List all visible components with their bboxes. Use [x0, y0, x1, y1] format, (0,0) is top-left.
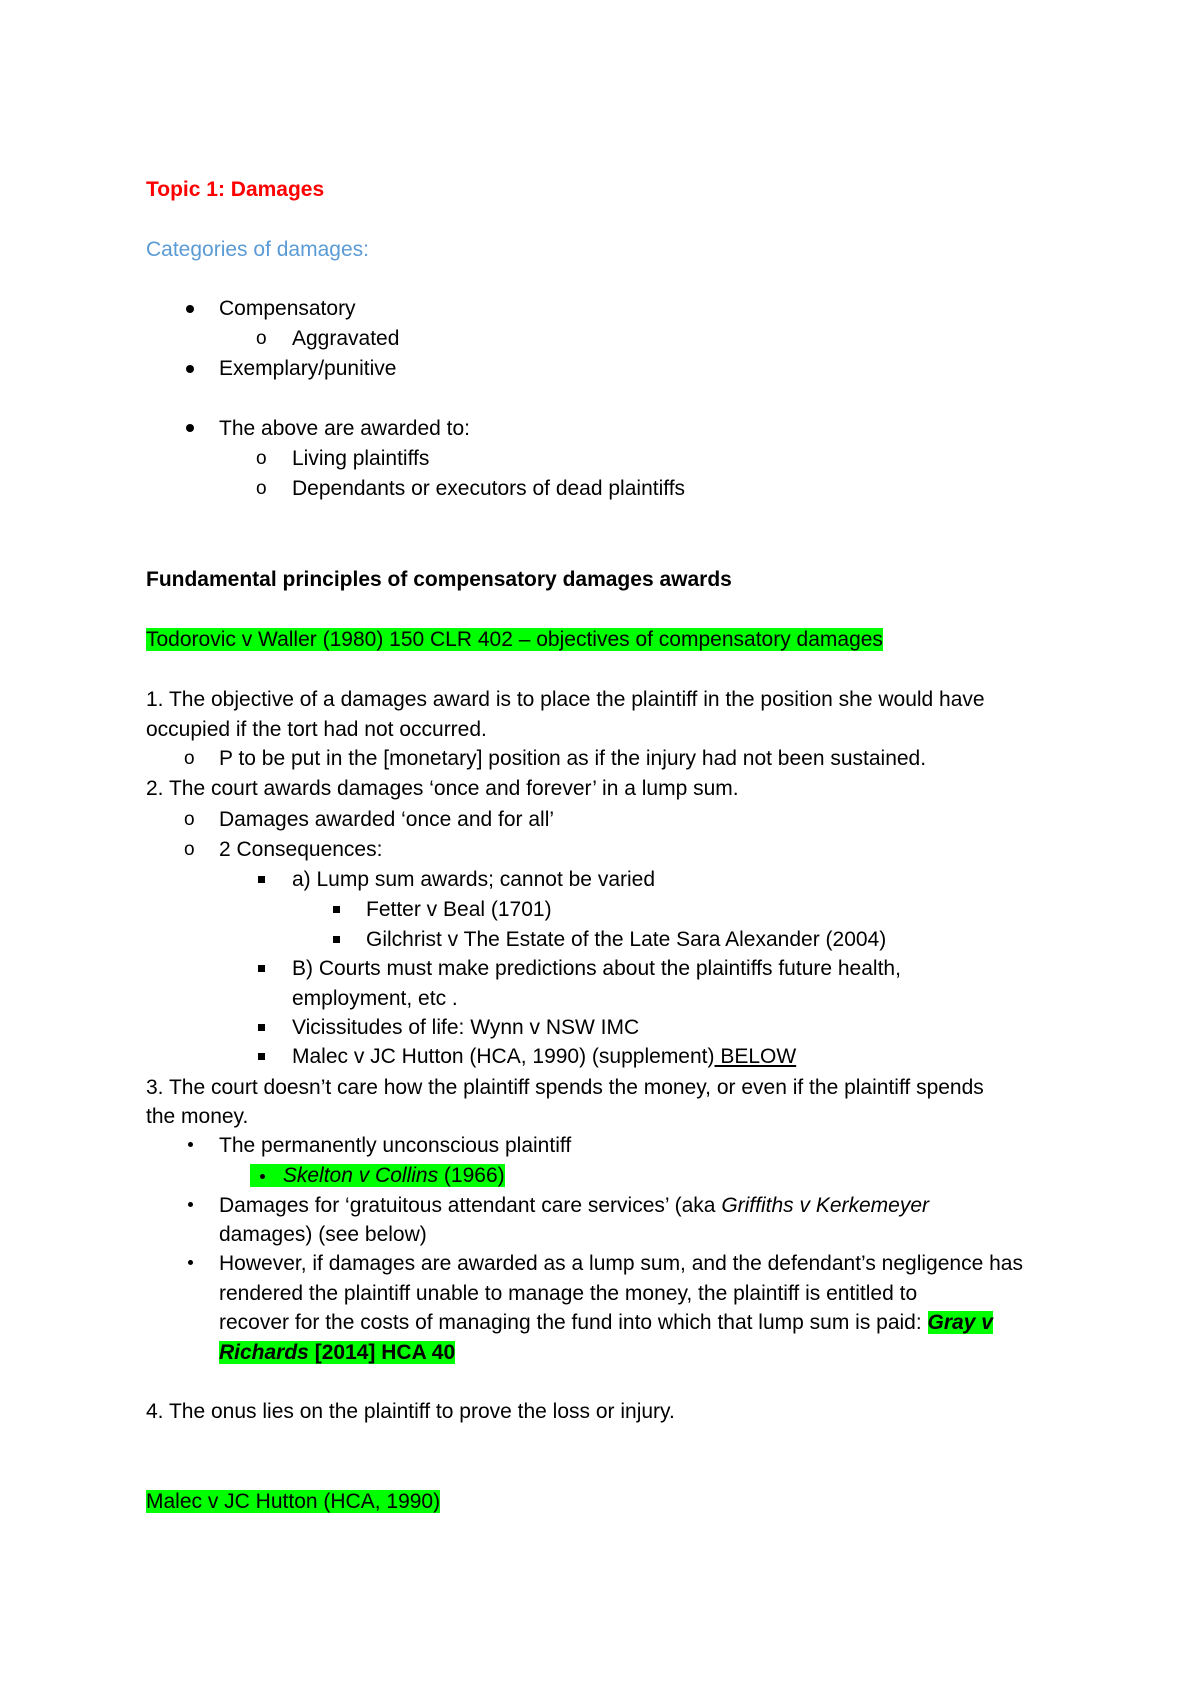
list-item — [219, 1192, 929, 1220]
bullet-square-icon — [333, 906, 340, 913]
section-title: Fundamental principles of compensatory damages awards — [146, 568, 732, 591]
bullet-dot-icon — [188, 1142, 193, 1147]
principle-2: 2. The court awards damages ‘once and forever’ in a lump sum. — [146, 777, 739, 800]
case-heading — [146, 626, 883, 654]
list-item: Fetter v Beal (1701) — [366, 898, 552, 921]
list-item: Aggravated — [292, 327, 400, 350]
list-item-continued: rendered the plaintiff unable to manage the money, the plaintiff is entitled to — [219, 1282, 918, 1305]
list-item: Dependants or executors of dead plaintiffs — [292, 477, 686, 500]
bullet-dot-icon — [186, 424, 194, 432]
bullet-circle-icon: o — [256, 478, 267, 499]
list-item: Vicissitudes of life: Wynn v NSW IMC — [292, 1016, 640, 1039]
however-text: recover for the costs of managing the fund into which that lump sum is paid: — [219, 1311, 928, 1334]
case-heading — [146, 1488, 440, 1516]
bullet-circle-icon: o — [184, 839, 195, 860]
bullet-square-icon — [258, 876, 265, 883]
bullet-circle-icon: o — [256, 328, 267, 349]
below-link[interactable]: BELOW — [714, 1045, 797, 1068]
skelton-case: Skelton v Collins — [282, 1164, 439, 1187]
principle-3-line2: the money. — [146, 1105, 249, 1128]
list-item-continued: employment, etc . — [292, 987, 458, 1010]
gray-citation: [2014] HCA 40 — [308, 1341, 456, 1364]
bullet-circle-icon: o — [184, 809, 195, 830]
bullet-dot-icon — [188, 1202, 193, 1207]
gratuitous-text: Damages for ‘gratuitous attendant care services’ (aka — [219, 1194, 722, 1217]
case-todorovic: Todorovic v Waller (1980) 150 CLR 402 – objectives of compensatory damages — [146, 628, 883, 651]
skelton-year: (1966) — [438, 1164, 505, 1187]
bullet-circle-icon: o — [256, 448, 267, 469]
list-item: 2 Consequences: — [219, 838, 383, 861]
list-item: Compensatory — [219, 297, 356, 320]
list-item: B) Courts must make predictions about the plaintiffs future health, — [292, 957, 901, 980]
bullet-square-icon — [258, 965, 265, 972]
list-item: However, if damages are awarded as a lump sum, and the defendant’s negligence has — [219, 1252, 1023, 1275]
list-item: Living plaintiffs — [292, 447, 430, 470]
categories-heading: Categories of damages: — [146, 238, 369, 261]
list-item: P to be put in the [monetary] position as if the injury had not been sustained. — [219, 747, 927, 770]
bullet-square-icon — [258, 1024, 265, 1031]
list-item: The permanently unconscious plaintiff — [219, 1134, 572, 1157]
list-item: a) Lump sum awards; cannot be varied — [292, 868, 656, 891]
list-item — [250, 1162, 505, 1190]
principle-1-line2: occupied if the tort had not occurred. — [146, 718, 487, 741]
topic-title: Topic 1: Damages — [146, 178, 325, 201]
list-item — [292, 1043, 796, 1071]
bullet-square-icon — [333, 936, 340, 943]
principle-1-line1: 1. The objective of a damages award is to place the plaintiff in the position she would have — [146, 688, 985, 711]
list-item-continued: damages) (see below) — [219, 1223, 427, 1246]
list-item: Gilchrist v The Estate of the Late Sara Alexander (2004) — [366, 928, 887, 951]
list-item: The above are awarded to: — [219, 417, 470, 440]
griffiths-case: Griffiths v Kerkemeyer — [721, 1194, 930, 1217]
bullet-dot-icon — [186, 305, 194, 313]
bullet-dot-icon — [186, 365, 194, 373]
gray-case-part2: Richards — [219, 1341, 309, 1364]
gray-case-part1: Gray v — [927, 1311, 993, 1334]
bullet-dot-icon — [260, 1174, 265, 1179]
bullet-dot-icon — [188, 1260, 193, 1265]
principle-4: 4. The onus lies on the plaintiff to prove the loss or injury. — [146, 1400, 675, 1423]
malec-reference: Malec v JC Hutton (HCA, 1990) (supplement) — [292, 1045, 715, 1068]
bullet-circle-icon: o — [184, 748, 195, 769]
list-item-continued — [219, 1339, 455, 1367]
bullet-square-icon — [258, 1053, 265, 1060]
skelton-highlight — [250, 1164, 505, 1187]
principle-3-line1: 3. The court doesn’t care how the plaintiff spends the money, or even if the plaintiff spends — [146, 1076, 984, 1099]
list-item: Damages awarded ‘once and for all’ — [219, 808, 555, 831]
list-item: Exemplary/punitive — [219, 357, 397, 380]
list-item-continued — [219, 1309, 993, 1337]
case-malec: Malec v JC Hutton (HCA, 1990) — [146, 1490, 441, 1513]
